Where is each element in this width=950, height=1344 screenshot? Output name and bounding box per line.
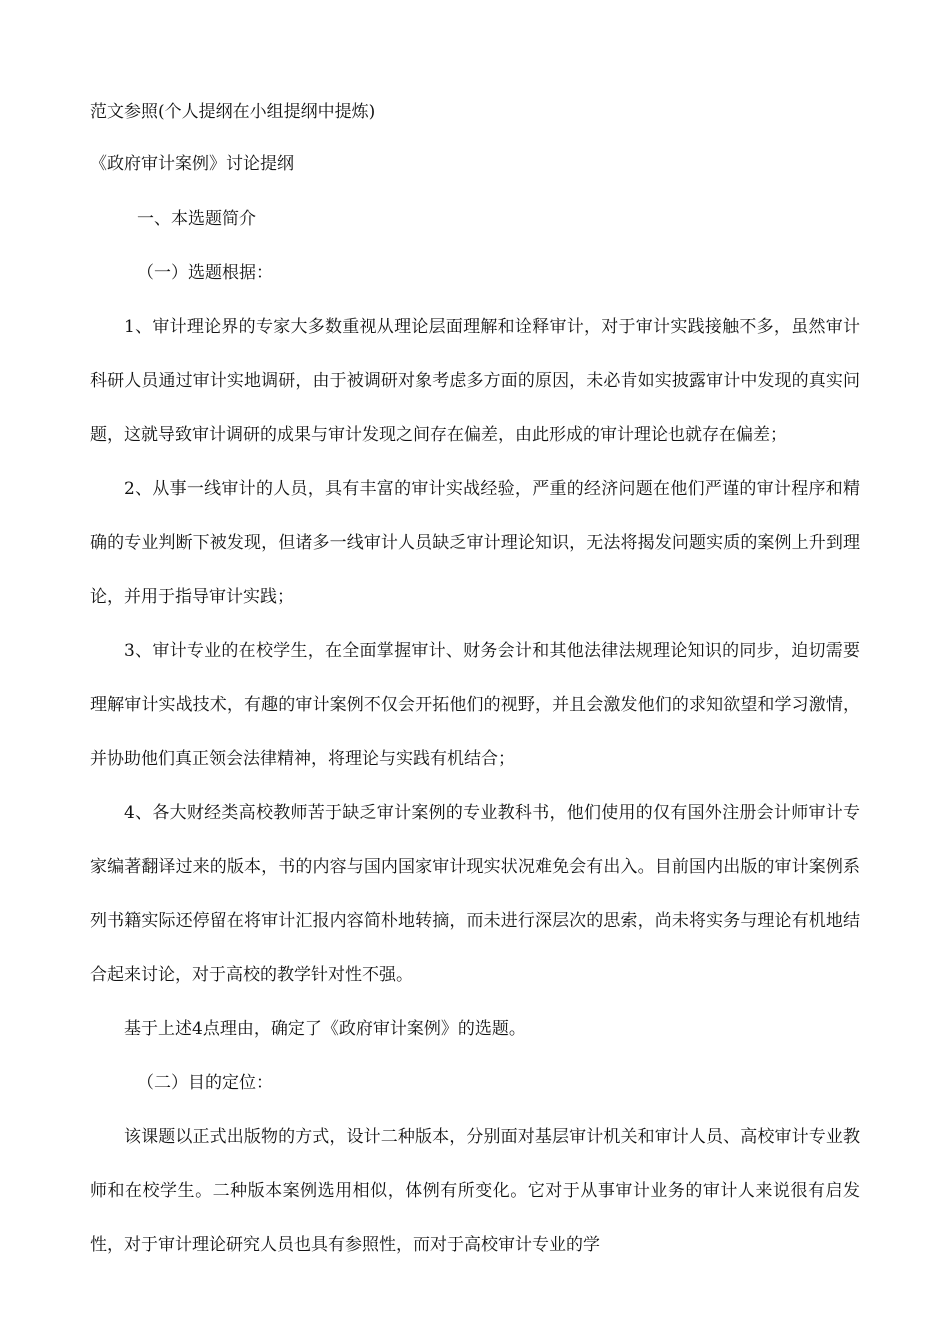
basis-point-4: 4、各大财经类高校教师苦于缺乏审计案例的专业教科书，他们使用的仅有国外注册会计师审计专家编著翻译过来的版本，书的内容与国内国家审计现实状况难免会有出入。目前国内出版的审计案例系列书籍实际还停留在将审计汇报内容简朴地转摘，而未进行深层次的思索，尚未将实务与理论有机地结合起来讨论，对于高校的教学针对性不强。 <box>90 803 860 985</box>
document-body <box>90 92 860 1272</box>
reference-note: 范文参照(个人提纲在小组提纲中提炼) <box>90 102 376 122</box>
document-title: 《政府审计案例》讨论提纲 <box>90 154 294 174</box>
positioning-paragraph: 该课题以正式出版物的方式，设计二种版本，分别面对基层审计机关和审计人员、高校审计专业教师和在校学生。二种版本案例选用相似，体例有所变化。它对于从事审计业务的审计人来说很有启发性，对于审计理论研究人员也具有参照性，而对于高校审计专业的学 <box>90 1127 860 1255</box>
basis-summary: 基于上述4点理由，确定了《政府审计案例》的选题。 <box>124 1019 526 1039</box>
subsection-heading-positioning: （二）目的定位： <box>137 1073 273 1093</box>
subsection-heading-basis: （一）选题根据： <box>137 263 273 283</box>
section-heading-intro: 一、本选题简介 <box>137 209 256 229</box>
basis-point-2: 2、从事一线审计的人员，具有丰富的审计实战经验，严重的经济问题在他们严谨的审计程序和精确的专业判断下被发现，但诸多一线审计人员缺乏审计理论知识，无法将揭发问题实质的案例上升到理论，并用于指导审计实践； <box>90 479 860 607</box>
basis-point-3: 3、审计专业的在校学生，在全面掌握审计、财务会计和其他法律法规理论知识的同步，迫切需要理解审计实战技术，有趣的审计案例不仅会开拓他们的视野，并且会激发他们的求知欲望和学习激情，并协助他们真正领会法律精神，将理论与实践有机结合； <box>90 641 860 769</box>
basis-point-1: 1、审计理论界的专家大多数重视从理论层面理解和诠释审计，对于审计实践接触不多，虽然审计科研人员通过审计实地调研，由于被调研对象考虑多方面的原因，未必肯如实披露审计中发现的真实问题，这就导致审计调研的成果与审计发现之间存在偏差，由此形成的审计理论也就存在偏差； <box>90 317 860 445</box>
